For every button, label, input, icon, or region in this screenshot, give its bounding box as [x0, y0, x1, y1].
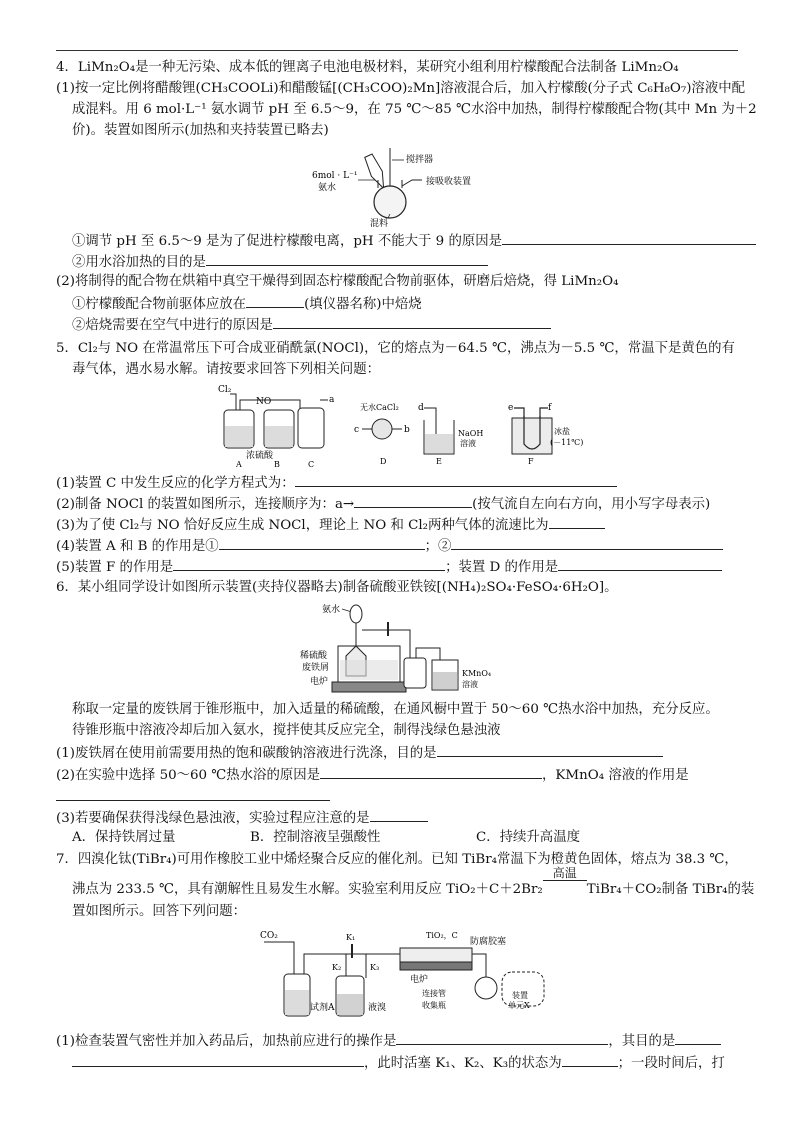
- answer-blank[interactable]: [219, 535, 425, 550]
- q5-fig-label-e: E: [436, 457, 442, 466]
- q5-fig-ice-temp: (－11℃): [550, 438, 584, 447]
- reaction-condition: 高温: [543, 880, 587, 900]
- q6-para2: 待锥形瓶中溶液冷却后加入氨水，搅拌使其反应完全，制得浅绿色悬浊液: [72, 723, 501, 738]
- q5-fig-naoh-solution: 溶液: [460, 439, 476, 448]
- answer-blank[interactable]: [396, 1030, 608, 1045]
- q7-q1-cont: ，此时活塞 K₁、K₂、K₃的状态为 ；一段时间后，打: [72, 1052, 746, 1074]
- q5-fig-port-f: f: [548, 403, 552, 413]
- q5-fig-port-b: b: [404, 425, 410, 435]
- answer-blank[interactable]: [206, 251, 488, 266]
- q4-fig-mix: 混料: [370, 219, 389, 229]
- q7-fig-reagent-a: 试剂A: [310, 1003, 335, 1013]
- answer-blank[interactable]: [173, 556, 445, 571]
- q6-fig-iron: 废铁屑: [302, 663, 330, 673]
- q6-q2-cont: [56, 786, 746, 808]
- answer-blank[interactable]: [295, 472, 617, 487]
- q5-title: 5．Cl₂与 NO 在常温常压下可合成亚硝酰氯(NOCl)，它的熔点为－64.5 ℃，沸点为－5.5 ℃，常温下是黄色的有: [56, 341, 735, 356]
- q5-fig-label-d: D: [380, 457, 387, 466]
- q5-fig-port-d: d: [418, 403, 424, 413]
- q7-fig-stopper: 防腐胶塞: [470, 937, 507, 947]
- q5-fig-cacl2: 无水CaCl₂: [360, 403, 399, 412]
- option-c[interactable]: C．持续升高温度: [476, 830, 580, 845]
- answer-blank[interactable]: [558, 556, 722, 571]
- q6-fig-stove: 电炉: [310, 677, 329, 687]
- q7-fig-k2: K₂: [332, 963, 342, 972]
- answer-blank[interactable]: [502, 230, 756, 245]
- q4-sub1: ①调节 pH 至 6.5～9 是为了促进柠檬酸电离，pH 不能大于 9 的原因是: [72, 230, 746, 252]
- q5-fig-label-a: A: [236, 460, 242, 468]
- q5-fig-label-f: F: [528, 457, 534, 466]
- q4-apparatus-figure: [300, 140, 500, 230]
- q7-fig-k1: K₁: [346, 933, 356, 942]
- q4-part1-line2: 成混料。用 6 mol·L⁻¹ 氨水调节 pH 至 6.5～9，在 75 ℃～85 ℃水浴中加热，制得柠檬酸配合物(其中 Mn 为＋2: [72, 102, 757, 117]
- answer-blank[interactable]: [273, 314, 551, 329]
- q4-part1-line3: 价)。装置如图所示(加热和夹持装置已略去): [72, 123, 329, 138]
- q6-fig-kmno4: KMnO₄: [462, 669, 492, 678]
- answer-blank[interactable]: [72, 1052, 364, 1067]
- q5-fig-label-b: B: [274, 460, 280, 468]
- q7-apparatus-figure: [250, 924, 550, 1026]
- q5-title-cont: 毒气体，遇水易水解。请按要求回答下列相关问题：: [72, 362, 380, 377]
- q5-fig-label-c: C: [308, 460, 315, 468]
- option-a[interactable]: A．保持铁屑过量: [72, 830, 176, 845]
- answer-blank[interactable]: [549, 514, 605, 529]
- q5-fig-ice-salt: 冰盐: [554, 427, 570, 436]
- answer-blank[interactable]: [437, 742, 663, 757]
- q5-fig-acid: 浓硫酸: [246, 451, 274, 461]
- q7-q1: (1)检查装置气密性并加入药品后，加热前应进行的操作是 ，其目的是: [56, 1030, 746, 1052]
- q4-sub4: ②焙烧需要在空气中进行的原因是: [72, 314, 746, 336]
- q5-apparatus-figure: [210, 378, 590, 468]
- q6-q3: (3)若要确保获得浅绿色悬浊液，实验过程应注意的是: [56, 807, 746, 829]
- q6-para1: 称取一定量的废铁屑于锥形瓶中，加入适量的稀硫酸，在通风橱中置于 50～60 ℃热水浴中加热，充分反应。: [72, 702, 719, 717]
- q4-fig-ammonia-conc: 6mol · L⁻¹: [312, 171, 358, 181]
- q5-q4: (4)装置 A 和 B 的作用是① ；②: [56, 535, 746, 557]
- q5-fig-no: NO: [256, 397, 272, 407]
- q5-fig-port-c: c: [354, 425, 360, 435]
- q4-sub3: ①柠檬酸配合物前驱体应放在 (填仪器名称)中焙烧: [72, 293, 746, 315]
- answer-blank[interactable]: [320, 764, 542, 779]
- q7-line3: 置如图所示。回答下列问题：: [72, 904, 247, 919]
- q7-fig-stove: 电炉: [410, 975, 429, 985]
- q4-part1-line1: (1)按一定比例将醋酸锂(CH₃COOLi)和醋酸锰[(CH₃COO)₂Mn]溶液混合后，加入柠檬酸(分子式 C₆H₈O₇)溶液中配: [56, 81, 745, 96]
- q7-fig-co2: CO₂: [260, 931, 278, 941]
- q5-q3: (3)为了使 Cl₂与 NO 恰好反应生成 NOCl，理论上 NO 和 Cl₂两种气体的流速比为: [56, 514, 746, 536]
- q4-fig-stirrer: 搅拌器: [406, 155, 434, 165]
- q7-fig-unit: 装置: [512, 991, 528, 1000]
- q6-q1: (1)废铁屑在使用前需要用热的饱和碳酸钠溶液进行洗涤，目的是: [56, 742, 746, 764]
- q7-fig-flask: 收集瓶: [422, 1001, 446, 1010]
- q6-fig-kmno4-solution: 溶液: [462, 680, 478, 689]
- q4-fig-absorber: 接吸收装置: [426, 177, 472, 187]
- header-rule: [56, 50, 738, 51]
- q6-apparatus-figure: [300, 600, 510, 696]
- answer-blank[interactable]: [675, 1030, 721, 1045]
- q4-sub2: ②用水浴加热的目的是: [72, 251, 746, 273]
- option-b[interactable]: B．控制溶液呈强酸性: [250, 830, 381, 845]
- q7-fig-tio2: TiO₂，C: [426, 931, 458, 940]
- q7-title: 7．四溴化钛(TiBr₄)可用作橡胶工业中烯烃聚合反应的催化剂。已知 TiBr₄常温下为橙黄色固体，熔点为 38.3 ℃，: [56, 852, 738, 867]
- answer-blank[interactable]: [56, 786, 330, 801]
- q5-q5: (5)装置 F 的作用是 ；装置 D 的作用是: [56, 556, 746, 578]
- answer-blank[interactable]: [562, 1052, 618, 1067]
- round-flask: [374, 186, 406, 218]
- q7-fig-k3: K₃: [370, 963, 380, 972]
- q7-fig-bromine: 液溴: [368, 1003, 387, 1013]
- answer-blank[interactable]: [451, 535, 723, 550]
- q7-line2: 沸点为 233.5 ℃，具有潮解性且易发生水解。实验室利用反应 TiO₂＋C＋2Br₂ 高温 TiBr₄＋CO₂制备 TiBr₄的装: [72, 880, 746, 900]
- q5-fig-port-a: a: [329, 395, 335, 405]
- q4-fig-ammonia: 氨水: [318, 183, 337, 193]
- q6-fig-ammonia: 氨水: [322, 605, 341, 615]
- q6-title: 6．某小组同学设计如图所示装置(夹持仪器略去)制备硫酸亚铁铵[(NH₄)₂SO₄·FeSO₄·6H₂O]。: [56, 580, 618, 595]
- q4-part2: (2)将制得的配合物在烘箱中真空干燥得到固态柠檬酸配合物前驱体，研磨后焙烧，得 LiMn₂O₄: [56, 274, 619, 289]
- q6-q2: (2)在实验中选择 50～60 ℃热水浴的原因是 ，KMnO₄ 溶液的作用是: [56, 764, 746, 786]
- q7-fig-unit-x: 单元X: [508, 1001, 530, 1010]
- answer-blank[interactable]: [354, 493, 472, 508]
- q6-fig-acid: 稀硫酸: [300, 651, 328, 661]
- q5-fig-port-e: e: [508, 403, 514, 413]
- q5-fig-cl2: Cl₂: [218, 385, 232, 395]
- q5-q1: (1)装置 C 中发生反应的化学方程式为：: [56, 472, 746, 494]
- q5-fig-naoh: NaOH: [458, 429, 484, 438]
- q5-q2: (2)制备 NOCl 的装置如图所示，连接顺序为：a→ (按气流自左向右方向，用小写字母表示): [56, 493, 746, 515]
- answer-blank[interactable]: [370, 807, 428, 822]
- q7-fig-tube: 连接管: [422, 989, 446, 998]
- q4-title: 4．LiMn₂O₄是一种无污染、成本低的锂离子电池电极材料，某研究小组利用柠檬酸配合法制备 LiMn₂O₄: [56, 60, 679, 75]
- answer-blank[interactable]: [246, 293, 304, 308]
